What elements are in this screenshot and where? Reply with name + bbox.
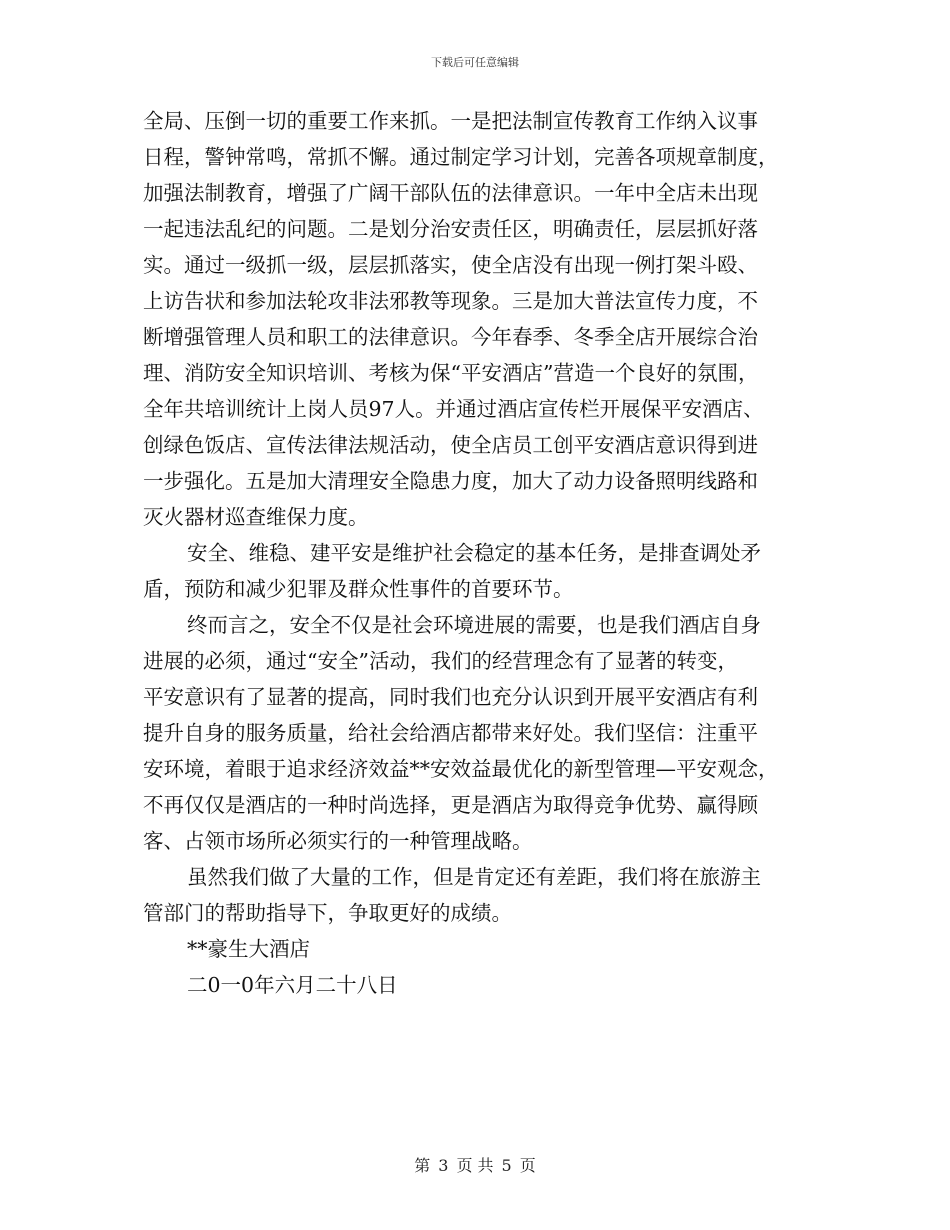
paragraph-4 bbox=[143, 859, 811, 931]
text-line: 灭火器材巡查维保力度。 bbox=[143, 505, 369, 529]
signature-date bbox=[143, 967, 811, 1003]
page-header: 下载后可任意编辑 bbox=[431, 56, 519, 69]
text-line: 终而言之，安全不仅是社会环境进展的需要，也是我们酒店自身 bbox=[187, 613, 761, 637]
text-line: 二0一0年六月二十八日 bbox=[187, 973, 398, 997]
paragraph-2 bbox=[143, 535, 811, 607]
text-line: 上访告状和参加法轮攻非法邪教等现象。三是加大普法宣传力度，不 bbox=[143, 289, 758, 313]
text-line: 一起违法乱纪的问题。二是划分治安责任区，明确责任，层层抓好落 bbox=[143, 217, 758, 241]
text-line: 安全、维稳、建平安是维护社会稳定的基本任务，是排查调处矛 bbox=[187, 541, 761, 565]
signature-organization bbox=[143, 931, 811, 967]
text-line: 创绿色饭店、宣传法律法规活动，使全店员工创平安酒店意识得到进 bbox=[143, 433, 758, 457]
text-line: 理、消防安全知识培训、考核为保“平安酒店”营造一个良好的氛围， bbox=[143, 361, 759, 385]
text-line: 加强法制教育，增强了广阔干部队伍的法律意识。一年中全店未出现 bbox=[143, 181, 758, 205]
text-line: 管部门的帮助指导下，争取更好的成绩。 bbox=[143, 901, 512, 925]
text-line: 不再仅仅是酒店的一种时尚选择，更是酒店为取得竞争优势、赢得顾 bbox=[143, 793, 758, 817]
text-line: 客、占领市场所必须实行的一种管理战略。 bbox=[143, 829, 533, 853]
text-line: 平安意识有了显著的提高，同时我们也充分认识到开展平安酒店有利 bbox=[143, 685, 758, 709]
page-footer bbox=[0, 1153, 950, 1176]
text-line: 实。通过一级抓一级，层层抓落实，使全店没有出现一例打架斗殴、 bbox=[143, 253, 758, 277]
text-line: 提升自身的服务质量，给社会给酒店都带来好处。我们坚信：注重平 bbox=[143, 721, 758, 745]
text-line: 进展的必须，通过“安全”活动，我们的经营理念有了显著的转变， bbox=[143, 649, 738, 673]
text-line: 全年共培训统计上岗人员97人。并通过酒店宣传栏开展保平安酒店、 bbox=[143, 397, 764, 421]
text-line: 断增强管理人员和职工的法律意识。今年春季、冬季全店开展综合治 bbox=[143, 325, 758, 349]
text-line: 盾，预防和减少犯罪及群众性事件的首要环节。 bbox=[143, 577, 574, 601]
text-line: 安环境，着眼于追求经济效益**安效益最优化的新型管理—平安观念， bbox=[143, 757, 779, 781]
document-body bbox=[143, 103, 811, 1003]
footer-suffix: 页 bbox=[519, 1156, 536, 1175]
text-line: **豪生大酒店 bbox=[187, 937, 310, 961]
total-page-number: 5 bbox=[501, 1156, 512, 1175]
paragraph-1 bbox=[143, 103, 811, 535]
text-line: 一步强化。五是加大清理安全隐患力度，加大了动力设备照明线路和 bbox=[143, 469, 758, 493]
footer-prefix: 第 bbox=[414, 1156, 431, 1175]
paragraph-3 bbox=[143, 607, 811, 859]
text-line: 全局、压倒一切的重要工作来抓。一是把法制宣传教育工作纳入议事 bbox=[143, 109, 758, 133]
footer-middle: 页 共 bbox=[456, 1156, 494, 1175]
current-page-number: 3 bbox=[438, 1156, 449, 1175]
text-line: 虽然我们做了大量的工作，但是肯定还有差距，我们将在旅游主 bbox=[187, 865, 761, 889]
text-line: 日程，警钟常鸣，常抓不懈。通过制定学习计划，完善各项规章制度， bbox=[143, 145, 779, 169]
